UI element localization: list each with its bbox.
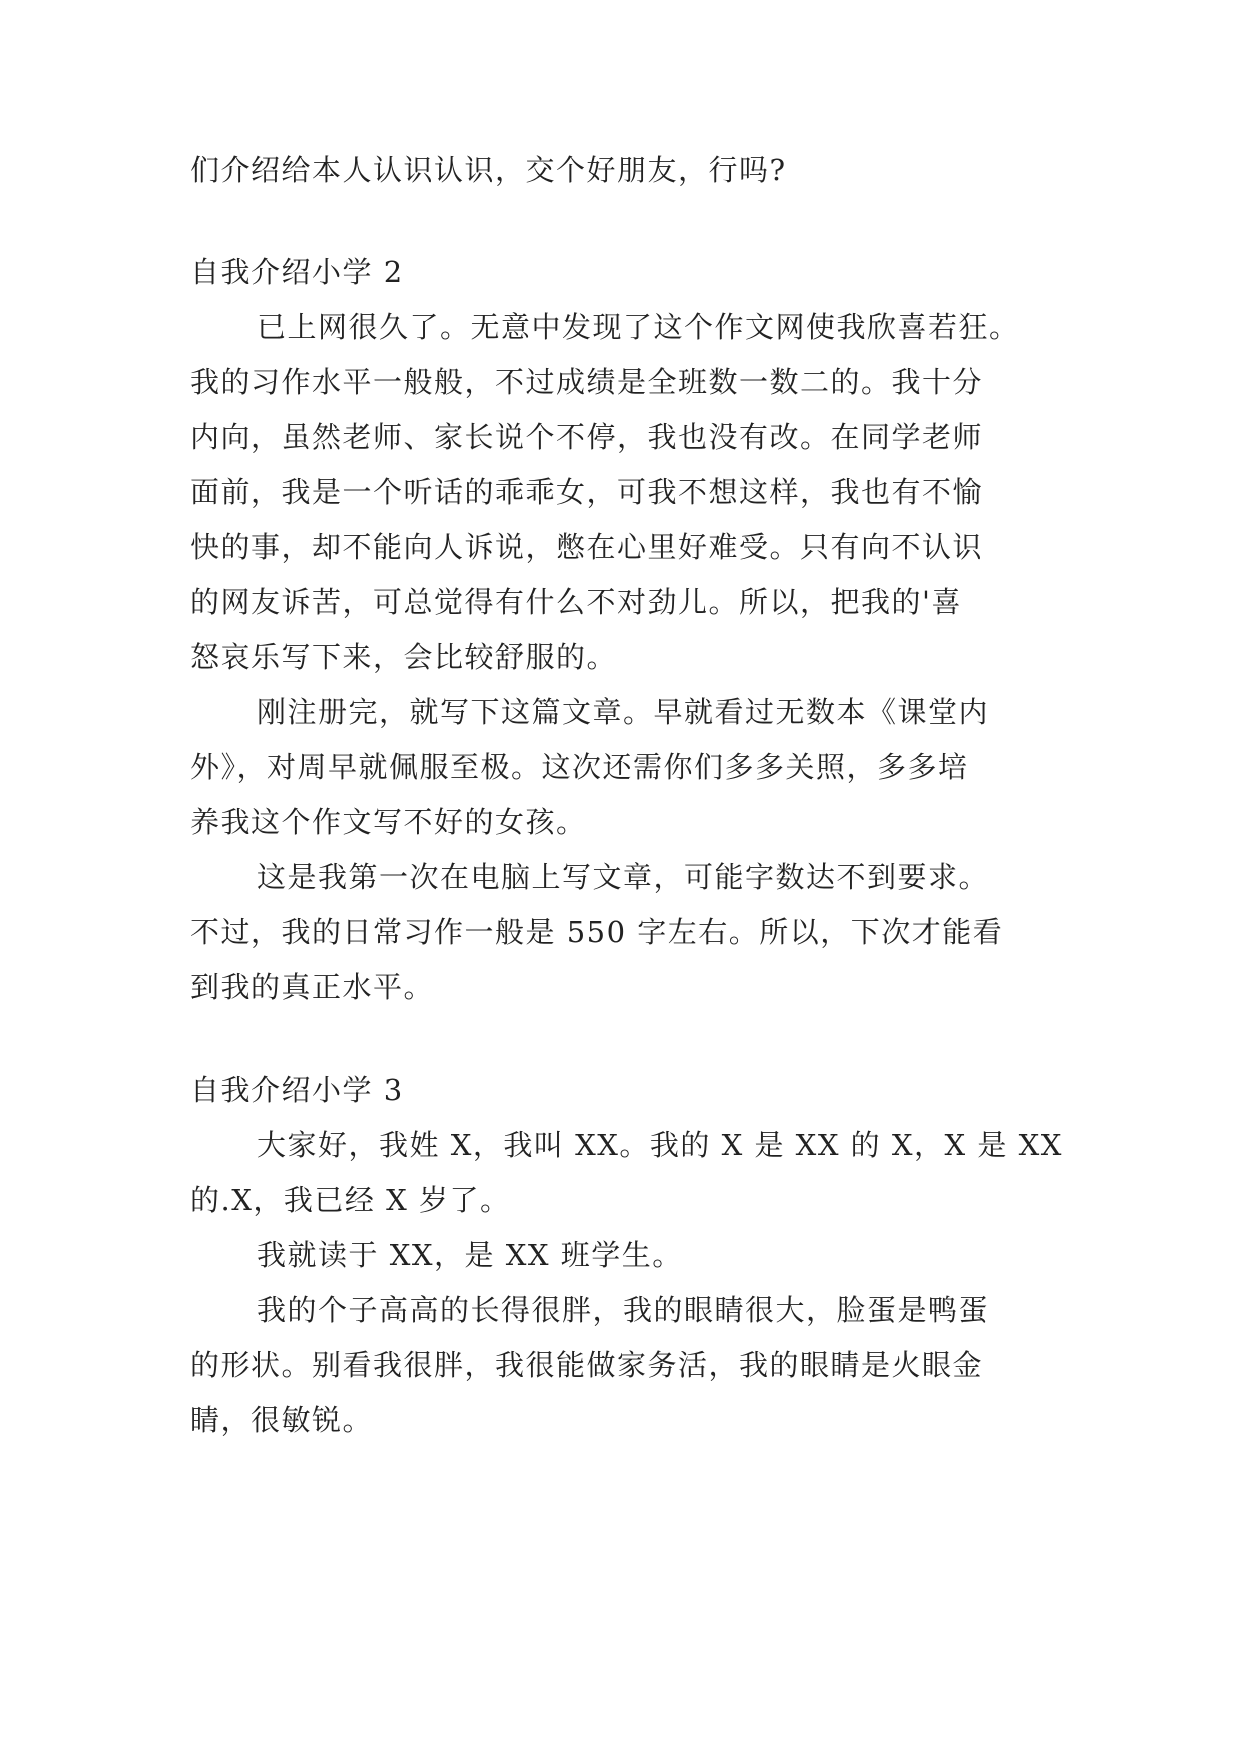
paragraph-line: 快的事，却不能向人诉说，憋在心里好难受。只有向不认识: [190, 530, 984, 564]
paragraph-line: 外》，对周早就佩服至极。这次还需你们多多关照，多多培: [190, 750, 969, 784]
paragraph-line: 已上网很久了。无意中发现了这个作文网使我欣喜若狂。: [257, 310, 1020, 344]
paragraph-line: 的.X，我已经 X 岁了。: [190, 1183, 511, 1217]
paragraph-line: 怒哀乐写下来，会比较舒服的。: [190, 640, 618, 674]
paragraph-line: 我的习作水平一般般，不过成绩是全班数一数二的。我十分: [190, 365, 984, 399]
paragraph-line: 不过，我的日常习作一般是 550 字左右。所以，下次才能看: [190, 915, 1004, 949]
document-page: [190, 0, 1070, 1754]
paragraph-line: 这是我第一次在电脑上写文章，可能字数达不到要求。: [257, 860, 990, 894]
paragraph-line: 我就读于 XX，是 XX 班学生。: [257, 1238, 683, 1272]
text-line: 们介绍给本人认识认识，交个好朋友，行吗?: [190, 153, 787, 187]
paragraph-line: 养我这个作文写不好的女孩。: [190, 805, 587, 839]
paragraph-line: 我的个子高高的长得很胖，我的眼睛很大，脸蛋是鸭蛋: [257, 1293, 990, 1327]
paragraph-line: 的形状。别看我很胖，我很能做家务活，我的眼睛是火眼金: [190, 1348, 984, 1382]
paragraph-line: 刚注册完，就写下这篇文章。早就看过无数本《课堂内: [257, 695, 990, 729]
section-heading: 自我介绍小学 2: [190, 255, 404, 289]
paragraph-line: 面前，我是一个听话的乖乖女，可我不想这样，我也有不愉: [190, 475, 984, 509]
paragraph-line: 大家好，我姓 X，我叫 XX。我的 X 是 XX 的 X，X 是 XX: [257, 1128, 1063, 1162]
paragraph-line: 的网友诉苦，可总觉得有什么不对劲儿。所以，把我的'喜: [190, 585, 962, 619]
paragraph-line: 内向，虽然老师、家长说个不停，我也没有改。在同学老师: [190, 420, 984, 454]
paragraph-line: 睛，很敏锐。: [190, 1403, 374, 1437]
section-heading: 自我介绍小学 3: [190, 1073, 404, 1107]
paragraph-line: 到我的真正水平。: [190, 970, 435, 1004]
